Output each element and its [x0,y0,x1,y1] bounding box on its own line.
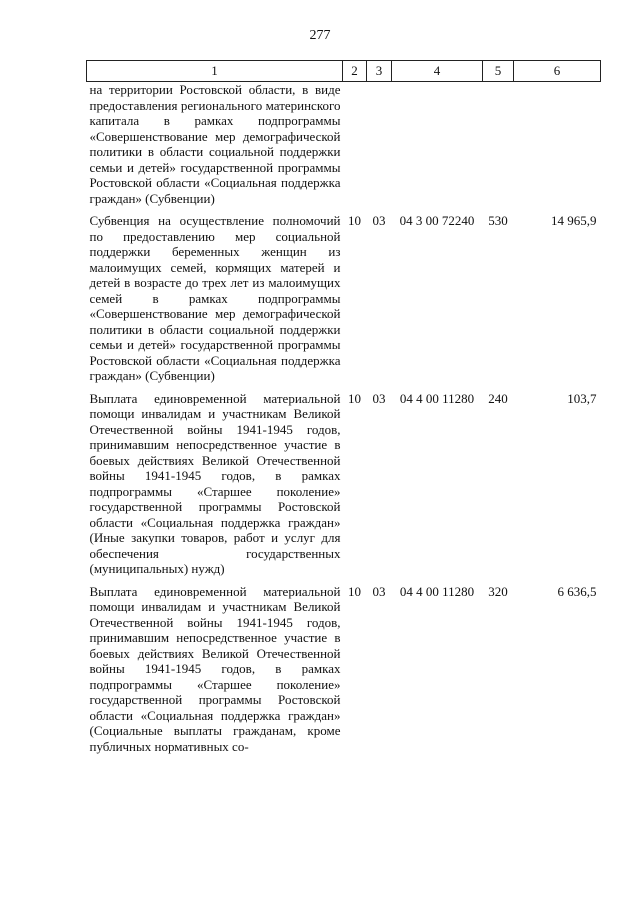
row-expense-type: 320 [488,583,508,599]
row-expense-type: 530 [488,213,508,228]
row-description: Субвенция на осуществление полномочий по предоставлению мер социальной поддержки беременных женщин из малоимущих семей, кормящих матерей и детей в возрасте до трех лет из малоимущих семей в рамках подпрограммы «Совершенствование мер демографической политики в области социальной поддержки семьи и детей» государственной программы Ростовской области «Социальная поддержка граждан» (Субвенции) [89,213,341,383]
row-description: Выплата единовременной материальной помощи инвалидам и участникам Великой Отечественной войны 1941-1945 годов, принимавшим непосредственное участие в боевых действиях Великой Отечественной войны 1941-1945 годов, в рамках подпрограммы «Старшее поколение» государственной программы Ростовской области «Социальная поддержка граждан» (Иные закупки товаров, работ и услуг для обеспечения государственных (муниципальных) нужд) [89,390,341,576]
row-description: на территории Ростовской области, в виде предоставления регионального материнского капитала в рамках подпрограммы «Совершенствование мер демографической политики в области социальной поддержки семьи и детей» государственной программы Ростовской области «Социальная поддержка граждан» (Субвенции) [89,82,341,206]
row-target-article: 04 4 00 11280 [399,583,475,599]
row-description: Выплата единовременной материальной помощи инвалидам и участникам Великой Отечественной войны 1941-1945 годов, принимавшим непосредственное участие в боевых действиях Великой Отечественной войны 1941-1945 годов, в рамках подпрограммы «Старшее поколение» государственной программы Ростовской области «Социальная поддержка граждан» (Социальные выплаты гражданам, кроме публичных нормативных со- [89,583,341,754]
row-section [343,82,367,214]
table-row [87,391,601,584]
table-row [87,213,601,391]
row-target-article [392,82,483,214]
row-section: 10 [348,213,361,228]
row-section: 10 [348,583,361,599]
table-header-row [87,61,601,82]
table-row [87,82,601,214]
row-subsection [367,82,392,214]
budget-table [86,60,601,761]
page-number: 277 [309,28,331,43]
column-header-2: 2 [343,61,367,82]
column-header-4: 4 [392,61,483,82]
row-target-article: 04 3 00 72240 [399,213,475,228]
row-subsection: 03 [372,213,386,228]
row-amount: 14 965,9 [551,213,597,228]
row-section: 10 [348,390,361,406]
table-row [87,584,601,762]
row-subsection: 03 [372,583,386,599]
row-amount: 103,7 [567,390,597,406]
row-expense-type: 240 [488,390,508,406]
row-target-article: 04 4 00 11280 [399,390,475,406]
row-expense-type [483,82,514,214]
row-amount [514,82,601,214]
column-header-5: 5 [483,61,514,82]
row-amount: 6 636,5 [557,583,597,599]
row-subsection: 03 [372,390,386,406]
column-header-3: 3 [367,61,392,82]
column-header-6: 6 [514,61,601,82]
column-header-1: 1 [87,61,343,82]
